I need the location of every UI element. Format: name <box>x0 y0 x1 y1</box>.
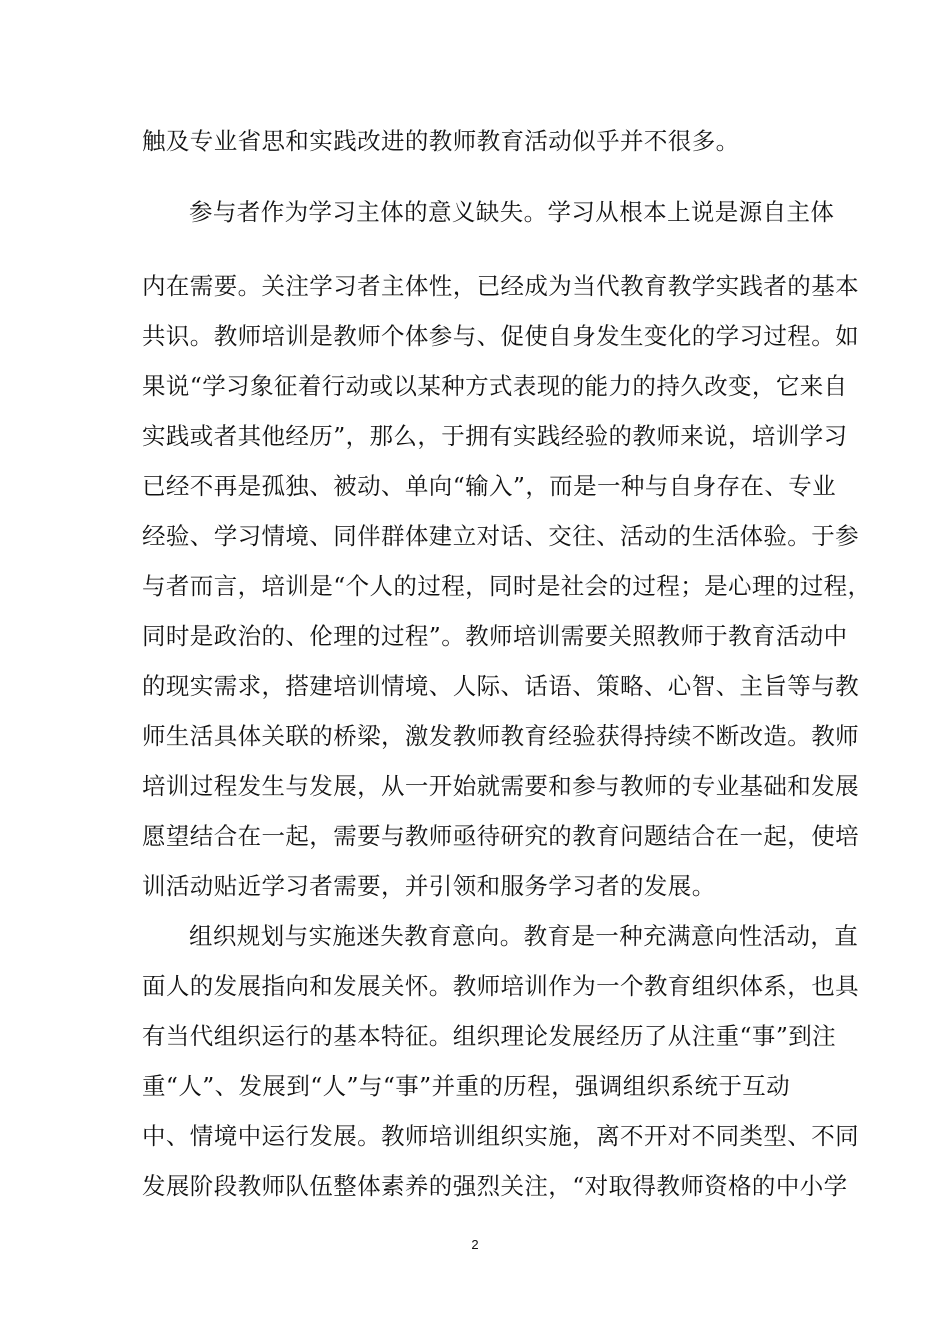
paragraph-first-line: 参与者作为学习主体的意义缺失。学习从根本上说是源自主体 <box>189 198 835 226</box>
text-line: 触及专业省思和实践改进的教师教育活动似乎并不很多。 <box>142 127 740 155</box>
page-number: 2 <box>471 1237 479 1252</box>
text-line: 中、情境中运行发展。教师培训组织实施，离不开对不同类型、不同 <box>142 1122 859 1150</box>
text-line: 果说“学习象征着行动或以某种方式表现的能力的持久改变，它来自 <box>142 372 848 400</box>
paragraph-first-line: 组织规划与实施迷失教育意向。教育是一种充满意向性活动，直 <box>189 922 859 950</box>
text-line: 的现实需求，搭建培训情境、人际、话语、策略、心智、主旨等与教 <box>142 672 859 700</box>
text-line: 面人的发展指向和发展关怀。教师培训作为一个教育组织体系，也具 <box>142 972 859 1000</box>
text-line: 有当代组织运行的基本特征。组织理论发展经历了从注重“事”到注 <box>142 1022 837 1050</box>
text-line: 内在需要。关注学习者主体性，已经成为当代教育教学实践者的基本 <box>142 272 859 300</box>
text-line: 训活动贴近学习者需要，并引领和服务学习者的发展。 <box>142 872 716 900</box>
text-line: 与者而言，培训是“个人的过程，同时是社会的过程；是心理的过程， <box>142 572 872 600</box>
text-line: 发展阶段教师队伍整体素养的强烈关注，“对取得教师资格的中小学 <box>142 1172 848 1200</box>
text-line: 实践或者其他经历”，那么，于拥有实践经验的教师来说，培训学习 <box>142 422 848 450</box>
text-line: 共识。教师培训是教师个体参与、促使自身发生变化的学习过程。如 <box>142 322 859 350</box>
text-line: 培训过程发生与发展，从一开始就需要和参与教师的专业基础和发展 <box>142 772 859 800</box>
text-line: 同时是政治的、伦理的过程”。教师培训需要关照教师于教育活动中 <box>142 622 848 650</box>
text-line: 经验、学习情境、同伴群体建立对话、交往、活动的生活体验。于参 <box>142 522 859 550</box>
text-line: 愿望结合在一起，需要与教师亟待研究的教育问题结合在一起，使培 <box>142 822 859 850</box>
text-line: 重“人”、发展到“人”与“事”并重的历程，强调组织系统于互动 <box>142 1072 791 1100</box>
text-line: 师生活具体关联的桥梁，激发教师教育经验获得持续不断改造。教师 <box>142 722 859 750</box>
text-line: 已经不再是孤独、被动、单向“输入”，而是一种与自身存在、专业 <box>142 472 837 500</box>
